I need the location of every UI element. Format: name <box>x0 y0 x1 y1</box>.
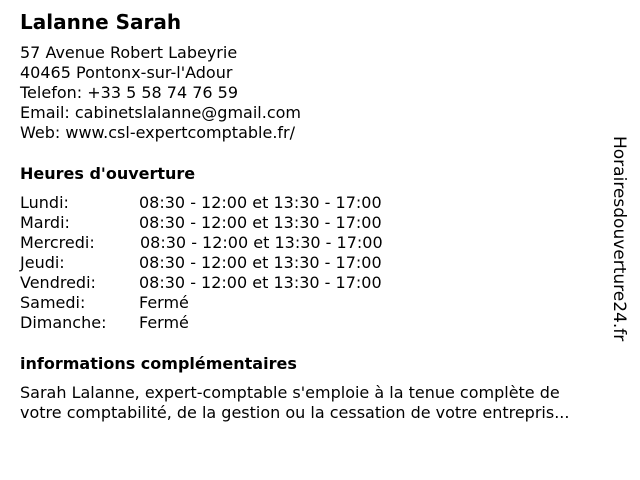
hours-value: 08:30 - 12:00 et 13:30 - 17:00 <box>139 213 382 232</box>
hours-value: Fermé <box>139 313 189 332</box>
website: Web: www.csl-expertcomptable.fr/ <box>20 123 296 142</box>
hours-value: Fermé <box>139 293 189 312</box>
description <box>20 383 620 423</box>
hours-row-monday <box>20 193 440 213</box>
street-address: 57 Avenue Robert Labeyrie <box>20 43 238 62</box>
site-watermark <box>610 136 636 346</box>
hours-row-wednesday <box>20 233 440 253</box>
day-label: Jeudi: <box>20 253 65 272</box>
hours-row-friday <box>20 273 440 293</box>
contact-block <box>20 43 301 143</box>
hours-value: 08:30 - 12:00 et 13:30 - 17:00 <box>139 193 382 212</box>
day-label: Samedi: <box>20 293 86 312</box>
hours-value: 08:30 - 12:00 et 13:30 - 17:00 <box>139 273 382 292</box>
hours-row-sunday <box>20 313 440 333</box>
business-name: Lalanne Sarah <box>20 10 182 34</box>
hours-row-tuesday <box>20 213 440 233</box>
site-watermark-text: Horairesdouverture24.fr <box>609 136 629 342</box>
day-label: Mardi: <box>20 213 70 232</box>
hours-value: 08:30 - 12:00 et 13:30 - 17:00 <box>140 233 383 252</box>
description-line: Sarah Lalanne, expert-comptable s'emploie à la tenue complète de <box>20 383 560 402</box>
city-address: 40465 Pontonx-sur-l'Adour <box>20 63 233 82</box>
day-label: Lundi: <box>20 193 69 212</box>
day-label: Mercredi: <box>20 233 95 252</box>
additional-info-heading: informations complémentaires <box>20 354 297 373</box>
opening-hours-list <box>20 193 440 333</box>
hours-value: 08:30 - 12:00 et 13:30 - 17:00 <box>139 253 382 272</box>
hours-row-thursday <box>20 253 440 273</box>
day-label: Dimanche: <box>20 313 107 332</box>
day-label: Vendredi: <box>20 273 96 292</box>
hours-row-saturday <box>20 293 440 313</box>
phone-number: Telefon: +33 5 58 74 76 59 <box>20 83 239 102</box>
email-address: Email: cabinetslalanne@gmail.com <box>20 103 301 122</box>
description-line: votre comptabilité, de la gestion ou la cessation de votre entrepris... <box>20 403 570 422</box>
opening-hours-heading: Heures d'ouverture <box>20 164 196 183</box>
